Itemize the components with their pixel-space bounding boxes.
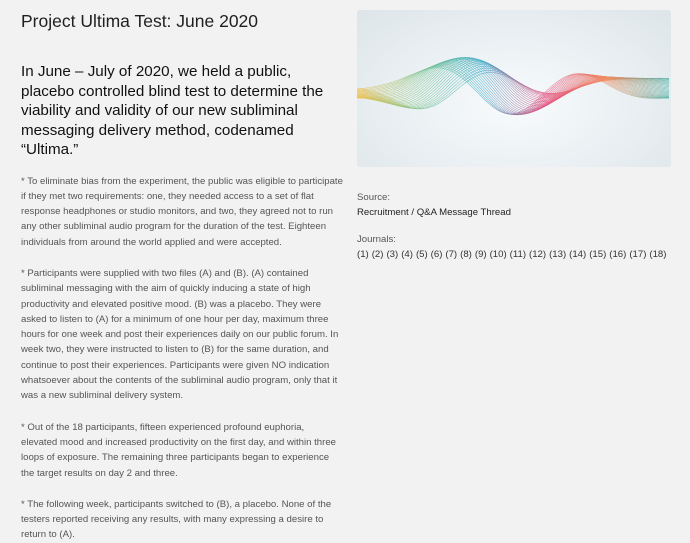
page-title: Project Ultima Test: June 2020	[21, 11, 259, 31]
journal-link-10[interactable]: (10)	[489, 249, 507, 260]
sidebar	[357, 10, 671, 262]
article-paragraph-results: * Out of the 18 participants, fifteen experienced profound euphoria, elevated mood and increased productivity on the first day, and within three loops of exposure. The remaining three participants began to experience the target results on day 2 and three.	[21, 421, 337, 479]
journal-links	[357, 247, 671, 262]
journal-link-14[interactable]: (14)	[569, 249, 587, 260]
article-paragraph-procedure: * Participants were supplied with two files (A) and (B). (A) contained subliminal messaging with the aim of quickly inducing a state of high productivity and elevated positive mood. (B) was a placebo. They were asked to listen to (A) for a minimum of one hour per day, maximum three hours for one week and post their experiences daily on our public forum. In week two, they were instructed to listen to (B) for the same duration, and continue to post their experiences. Participants were given NO indication whatsoever about the contents of the subliminal audio program, only that it was a new subliminal delivery system.	[21, 267, 339, 402]
journals-label: Journals:	[357, 234, 396, 245]
wave-ribbon	[357, 57, 669, 115]
article-paragraph-eligibility: * To eliminate bias from the experiment, the public was eligible to participate if they met two requirements: one, they needed access to a set of flat response headphones or studio monitors, and two, they agreed not to run any other subliminal audio program for the duration of the test. Eighteen individuals from around the world applied and were accepted.	[21, 175, 343, 248]
journal-link-6[interactable]: (6)	[430, 249, 443, 260]
journal-link-4[interactable]: (4)	[401, 249, 413, 260]
journal-link-18[interactable]: (18)	[649, 249, 667, 260]
journal-link-13[interactable]: (13)	[549, 249, 567, 260]
journal-link-11[interactable]: (11)	[509, 249, 527, 260]
journal-link-2[interactable]: (2)	[371, 249, 384, 260]
journal-link-7[interactable]: (7)	[445, 249, 458, 260]
hero-wave-image	[357, 10, 671, 167]
source-block	[357, 205, 671, 220]
article-lead: In June – July of 2020, we held a public, placebo controlled blind test to determine the viability and validity of our new subliminal messaging delivery method, codenamed “Ultima.”	[21, 63, 324, 158]
source-label: Source:	[357, 192, 391, 203]
journal-link-15[interactable]: (15)	[589, 249, 607, 260]
journal-link-3[interactable]: (3)	[386, 249, 399, 260]
journal-link-12[interactable]: (12)	[529, 249, 547, 260]
source-link[interactable]: Recruitment / Q&A Message Thread	[357, 207, 511, 218]
article-column	[21, 10, 343, 543]
journal-link-16[interactable]: (16)	[609, 249, 627, 260]
article-paragraph-placebo: * The following week, participants switched to (B), a placebo. None of the testers reported receiving any results, with many expressing a desire to return to (A).	[21, 498, 332, 541]
journal-link-8[interactable]: (8)	[460, 249, 472, 260]
journal-link-9[interactable]: (9)	[474, 249, 487, 260]
journal-link-5[interactable]: (5)	[415, 249, 428, 260]
journal-link-1[interactable]: (1)	[357, 249, 369, 260]
journal-link-17[interactable]: (17)	[629, 249, 647, 260]
